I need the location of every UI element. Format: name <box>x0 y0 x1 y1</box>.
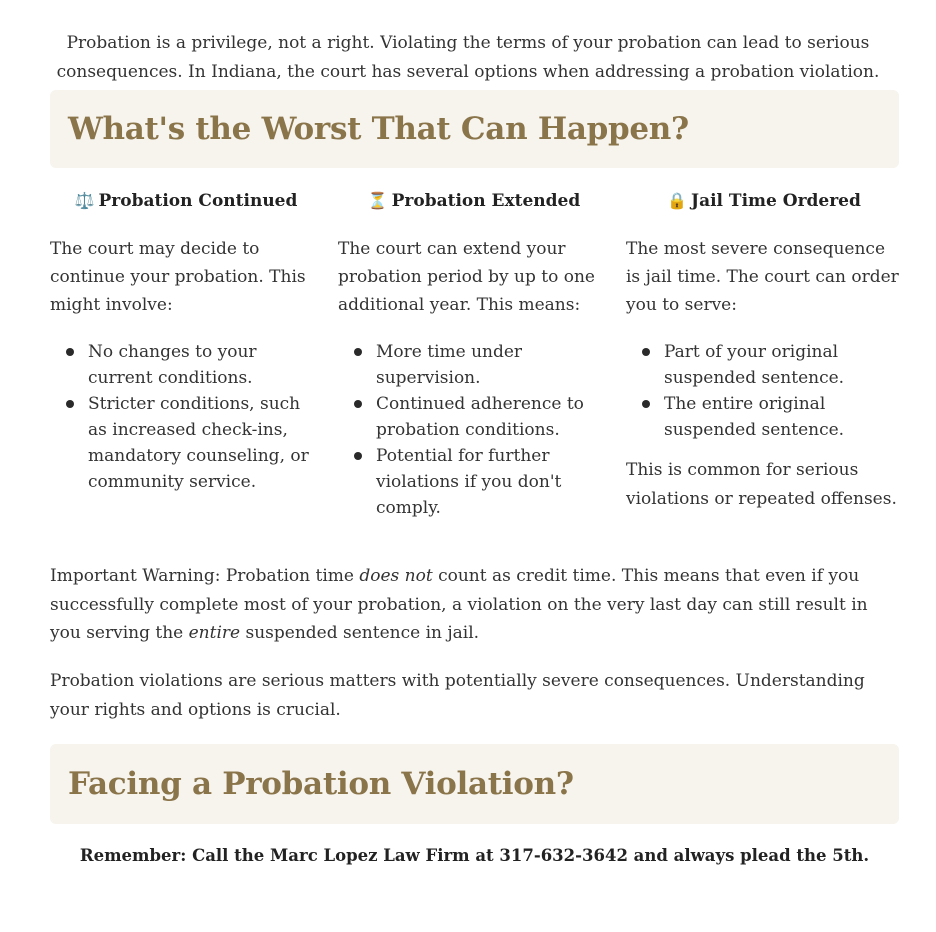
column-jail-time-ordered <box>626 186 902 514</box>
list-item: More time under supervision. <box>338 339 610 391</box>
column-title: Probation Extended <box>391 191 581 211</box>
column-intro-text: The most severe consequence is jail time. The court can order you to serve: <box>626 239 899 315</box>
column-title: Jail Time Ordered <box>691 191 861 211</box>
warning-text-1: Important Warning: Probation time <box>50 566 360 586</box>
list-item: Stricter conditions, such as increased check-ins, mandatory counseling, or community service. <box>50 391 322 495</box>
remember-callout: Remember: Call the Marc Lopez Law Firm at 317-632-3642 and always plead the 5th. <box>79 846 870 865</box>
list-item: No changes to your current conditions. <box>50 339 322 391</box>
warning-text-2: count as credit time. This means that even if you successfully complete most of your probation, a violation on the very last day can still result in you serving the <box>50 566 868 643</box>
closing-paragraph: Probation violations are serious matters with potentially severe consequences. Understanding your rights and options is crucial. <box>50 671 865 720</box>
worst-case-banner <box>50 90 899 168</box>
column-bullet-list <box>626 339 902 443</box>
warning-emphasis-entire: entire <box>188 623 241 643</box>
column-bullet-list <box>338 339 610 521</box>
list-item: The entire original suspended sentence. <box>626 391 902 443</box>
column-heading <box>50 186 322 216</box>
column-title: Probation Continued <box>98 191 298 211</box>
lock-icon: 🔒 <box>667 191 688 210</box>
column-probation-extended <box>338 186 610 521</box>
list-item: Part of your original suspended sentence. <box>626 339 902 391</box>
facing-violation-banner <box>50 744 899 824</box>
warning-text-3: suspended sentence in jail. <box>240 623 480 643</box>
column-probation-continued <box>50 186 322 495</box>
column-intro-text: The court can extend your probation period by up to one additional year. This means: <box>338 239 595 315</box>
column-intro-text: The court may decide to continue your probation. This might involve: <box>50 239 306 315</box>
facing-violation-heading: Facing a Probation Violation? <box>68 766 574 802</box>
scales-icon: ⚖️ <box>74 191 95 210</box>
column-note: This is common for serious violations or repeated offenses. <box>626 460 897 509</box>
list-item: Continued adherence to probation conditions. <box>338 391 610 443</box>
column-heading <box>338 186 610 216</box>
warning-emphasis-does-not: does not <box>359 566 433 586</box>
column-bullet-list <box>50 339 322 495</box>
hourglass-icon: ⏳ <box>367 191 388 210</box>
important-warning <box>50 562 900 648</box>
column-heading <box>626 186 902 216</box>
intro-paragraph: Probation is a privilege, not a right. Violating the terms of your probation can lead to serious consequences. In Indiana, the court has several options when addressing a probation violation. <box>56 33 880 82</box>
list-item: Potential for further violations if you don't comply. <box>338 443 610 521</box>
worst-case-heading: What's the Worst That Can Happen? <box>68 111 689 147</box>
